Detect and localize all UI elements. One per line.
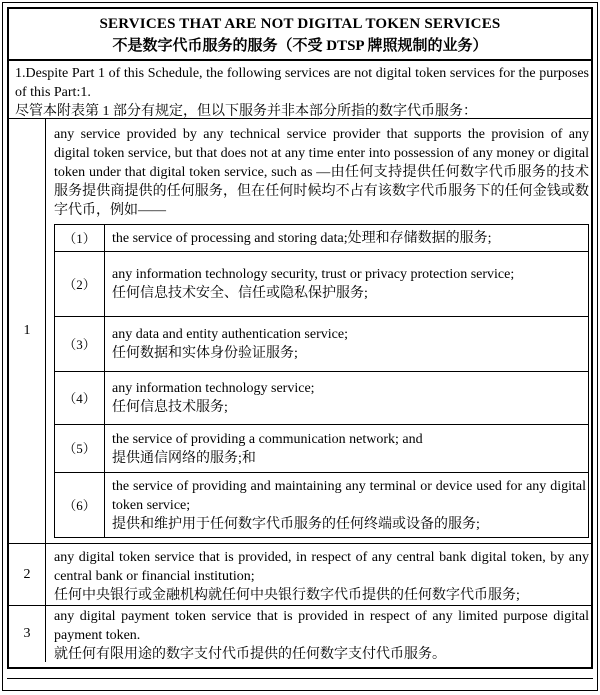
subrow-2-en: any information technology security, trust or privacy protection service; — [112, 267, 515, 282]
subrow-number: （5） — [55, 425, 105, 472]
header-title-zh: 不是数字代币服务的服务（不受 DTSP 牌照规制的业务） — [112, 38, 488, 54]
subrow-number: （6） — [55, 473, 105, 537]
subrow-4-en: any information technology service; — [112, 381, 315, 396]
subrow-number: （1） — [55, 225, 105, 251]
bottom-strip — [7, 669, 593, 679]
subrow-2-text — [105, 252, 588, 316]
subrow-3-en: any data and entity authentication service; — [112, 327, 348, 342]
page-frame — [2, 2, 598, 691]
subrow-5 — [55, 425, 588, 473]
subrow-3-zh: 任何数据和实体身份验证服务; — [112, 346, 298, 361]
subrow-1 — [55, 225, 588, 252]
subrow-number: （4） — [55, 372, 105, 424]
subrow-2 — [55, 252, 588, 317]
row-1-text-en: any service provided by any technical service provider that supports the provision of any digital token service, but that does not at any time enter into possession of any money or digital token under that digital token service, such as — — [54, 127, 589, 180]
subrow-number: （2） — [55, 252, 105, 316]
subservices-table — [54, 224, 589, 538]
subrow-6-en: the service of providing and maintaining any terminal or device used for any digital token service; — [112, 478, 586, 513]
intro-row — [9, 61, 591, 119]
subrow-2-zh: 任何信息技术安全、信任或隐私保护服务; — [112, 286, 368, 301]
row-3-zh: 就任何有限用途的数字支付代币提供的任何数字支付代币服务。 — [54, 647, 446, 662]
table-row-1 — [9, 119, 591, 544]
row-number: 2 — [9, 544, 46, 605]
subrow-4-zh: 任何信息技术服务; — [112, 400, 228, 415]
row-number: 1 — [9, 119, 46, 543]
subrow-1-en: the service of processing and storing data; — [112, 230, 348, 246]
intro-text-zh — [15, 102, 589, 119]
intro-zh-suffix: 1 部分有规定，但以下服务并非本部分所指的数字代币服务： — [99, 104, 477, 119]
row-2-zh: 任何中央银行或金融机构就任何中央银行数字代币提供的任何数字代币服务; — [54, 587, 520, 603]
subrow-4-text — [105, 372, 588, 424]
schedule-part-link[interactable]: 附表第 — [57, 104, 99, 119]
table-row-2 — [9, 544, 591, 606]
subrow-number: （3） — [55, 317, 105, 371]
subrow-1-zh: 处理和存储数据的服务; — [347, 230, 492, 246]
row-3-cell — [46, 606, 591, 662]
row-1-cell — [46, 119, 591, 543]
subrow-4 — [55, 372, 588, 425]
header-title-en: SERVICES THAT ARE NOT DIGITAL TOKEN SERVICES — [99, 16, 501, 32]
subrow-3 — [55, 317, 588, 372]
row-2-cell — [46, 544, 591, 605]
subrow-1-text — [105, 225, 588, 251]
subrow-5-en: the service of providing a communication network; and — [112, 431, 423, 447]
table-header — [9, 9, 591, 61]
row-number: 3 — [9, 606, 46, 662]
subrow-6 — [55, 473, 588, 537]
subrow-5-zh: 提供通信网络的服务;和 — [112, 450, 256, 466]
subrow-5-text — [105, 425, 588, 472]
subrow-1-line — [112, 229, 586, 248]
intro-text-en: 1.Despite Part 1 of this Schedule, the following services are not digital token services for the purposes of this Part:1. — [15, 66, 589, 100]
subrow-6-text — [105, 473, 588, 537]
subrow-3-text — [105, 317, 588, 371]
subrow-6-zh: 提供和维护用于任何数字代币服务的任何终端或设备的服务; — [112, 516, 480, 532]
row-3-text — [46, 606, 591, 662]
row-1-text-zh: 由任何支持提供任何数字代币服务的技术服务提供商提供的任何服务，但在任何时候均不占有该数字代币服务下的任何金钱或数字代币，例如—— — [54, 165, 589, 218]
schedule-table — [7, 7, 593, 669]
row-2-text — [46, 544, 591, 605]
intro-zh-prefix: 尽管本 — [15, 104, 57, 119]
table-row-3 — [9, 606, 591, 662]
row-2-en: any digital token service that is provided, in respect of any central bank digital token, by any central bank or financial institution; — [54, 549, 589, 584]
row-3-en: any digital payment token service that is provided in respect of any limited purpose digital payment token. — [54, 609, 589, 643]
row-1-paragraph — [46, 119, 591, 220]
